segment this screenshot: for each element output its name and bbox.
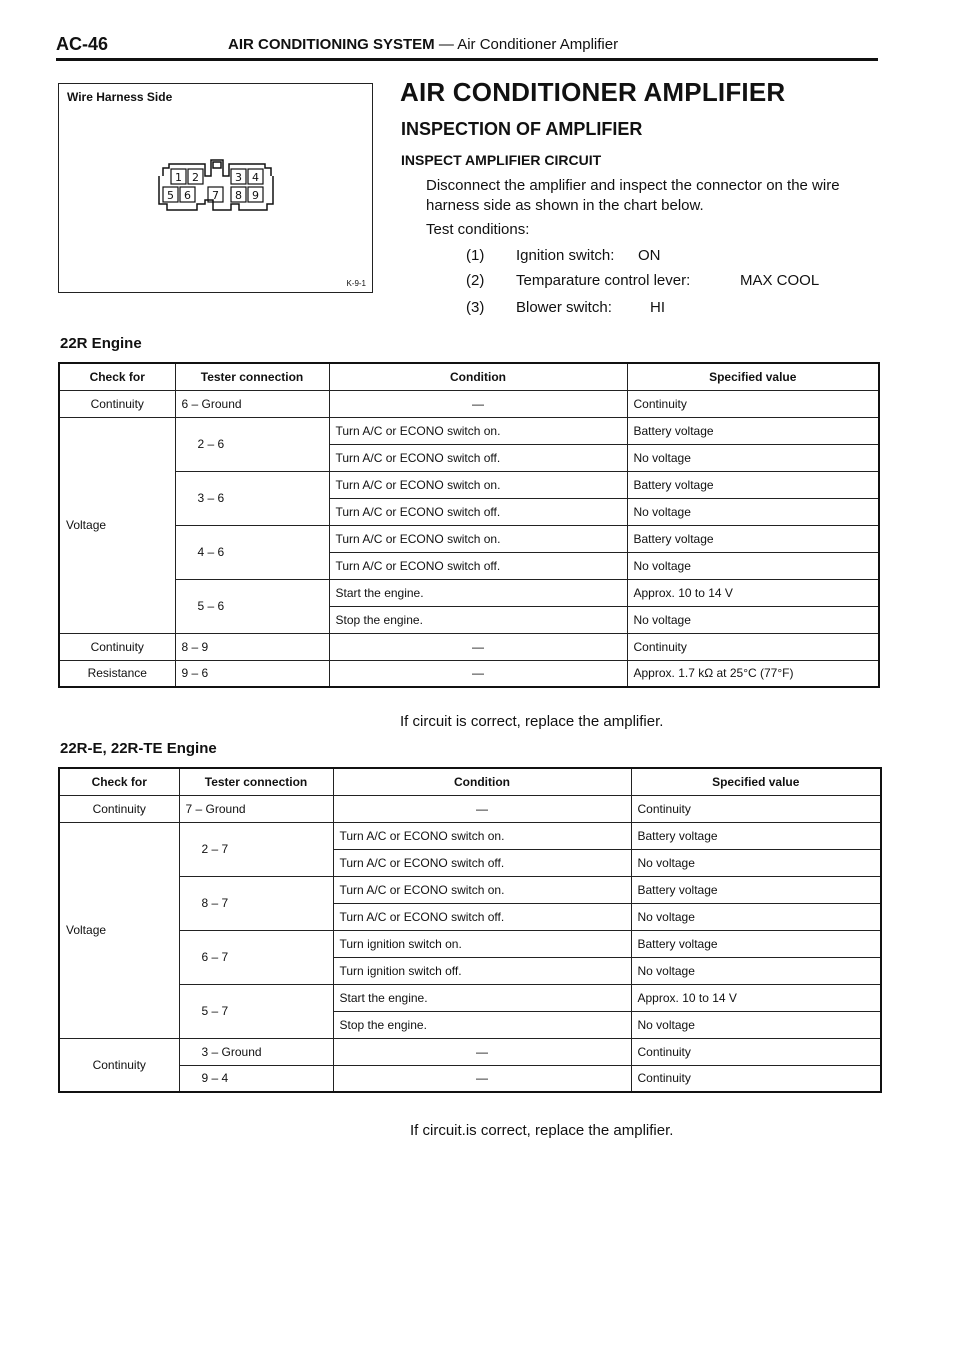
pin-3: 3 [235, 171, 242, 184]
test-condition-1: (1) Ignition switch: ON [466, 247, 661, 264]
header-specified-value: Specified value [627, 363, 879, 390]
table-row: 5 – 6 Start the engine. Approx. 10 to 14 V [59, 579, 879, 606]
connector-figure [58, 83, 373, 293]
figure-code: K-9-1 [346, 279, 366, 288]
connector-diagram [157, 158, 277, 218]
pin-9: 9 [252, 189, 259, 202]
page-subtitle: INSPECTION OF AMPLIFIER [401, 119, 643, 139]
table-row: Turn ignition switch off. No voltage [59, 957, 881, 984]
table-row: Turn A/C or ECONO switch off. No voltage [59, 498, 879, 525]
pin-5: 5 [167, 189, 174, 202]
table-row: Stop the engine. No voltage [59, 1011, 881, 1038]
header-check-for: Check for [59, 768, 179, 795]
table-row: Turn A/C or ECONO switch off. No voltage [59, 849, 881, 876]
table-row: Turn A/C or ECONO switch off. No voltage [59, 444, 879, 471]
table-row: Resistance 9 – 6 — Approx. 1.7 kΩ at 25°C (77°F) [59, 660, 879, 687]
test-condition-2: (2) Temparature control lever: MAX COOL [466, 272, 820, 289]
page-number: AC-46 [56, 34, 109, 54]
table-row: Voltage 2 – 6 Turn A/C or ECONO switch on. Battery voltage [59, 417, 879, 444]
instruction-paragraph: Disconnect the amplifier and inspect the connector on the wire harness side as shown in the chart below. [426, 177, 840, 214]
pin-2: 2 [192, 171, 199, 184]
table-row: 8 – 7 Turn A/C or ECONO switch on. Battery voltage [59, 876, 881, 903]
header-condition: Condition [329, 363, 627, 390]
pin-7: 7 [212, 189, 219, 202]
table-header-row [59, 768, 881, 795]
table-row: Continuity 8 – 9 — Continuity [59, 633, 879, 660]
header-tester-connection: Tester connection [179, 768, 333, 795]
table2-engine-label: 22R-E, 22R-TE Engine [60, 740, 217, 757]
page-title: AIR CONDITIONER AMPLIFIER [400, 77, 786, 107]
table-header-row [59, 363, 879, 390]
section-title: AIR CONDITIONING SYSTEM — Air Conditioner Amplifier [228, 36, 619, 53]
figure-caption: Wire Harness Side [67, 90, 173, 104]
page-header [56, 34, 878, 61]
table-row: 3 – 6 Turn A/C or ECONO switch on. Battery voltage [59, 471, 879, 498]
table-row: 9 – 4 — Continuity [59, 1065, 881, 1092]
table1 [58, 362, 880, 688]
step-heading: INSPECT AMPLIFIER CIRCUIT [401, 152, 602, 168]
table2 [58, 767, 882, 1093]
table-row: Voltage 2 – 7 Turn A/C or ECONO switch on. Battery voltage [59, 822, 881, 849]
table-row: Turn A/C or ECONO switch off. No voltage [59, 552, 879, 579]
table-row: 4 – 6 Turn A/C or ECONO switch on. Battery voltage [59, 525, 879, 552]
table-row: 6 – 7 Turn ignition switch on. Battery voltage [59, 930, 881, 957]
table-row: Continuity 3 – Ground — Continuity [59, 1038, 881, 1065]
table-row: Continuity 6 – Ground — Continuity [59, 390, 879, 417]
test-conditions-label: Test conditions: [426, 221, 530, 238]
table-row: Stop the engine. No voltage [59, 606, 879, 633]
table1-engine-label: 22R Engine [60, 335, 142, 352]
pin-1: 1 [175, 171, 182, 184]
pin-8: 8 [235, 189, 242, 202]
pin-6: 6 [184, 189, 191, 202]
table-row: Turn A/C or ECONO switch off. No voltage [59, 903, 881, 930]
header-condition: Condition [333, 768, 631, 795]
test-condition-3: (3) Blower switch: HI [466, 299, 665, 316]
table2-note: If circuit.is correct, replace the amplifier. [410, 1122, 674, 1139]
pin-4: 4 [252, 171, 259, 184]
table1-note: If circuit is correct, replace the amplifier. [400, 713, 664, 730]
table-row: 5 – 7 Start the engine. Approx. 10 to 14 V [59, 984, 881, 1011]
header-tester-connection: Tester connection [175, 363, 329, 390]
header-specified-value: Specified value [631, 768, 881, 795]
table-row: Continuity 7 – Ground — Continuity [59, 795, 881, 822]
header-check-for: Check for [59, 363, 175, 390]
